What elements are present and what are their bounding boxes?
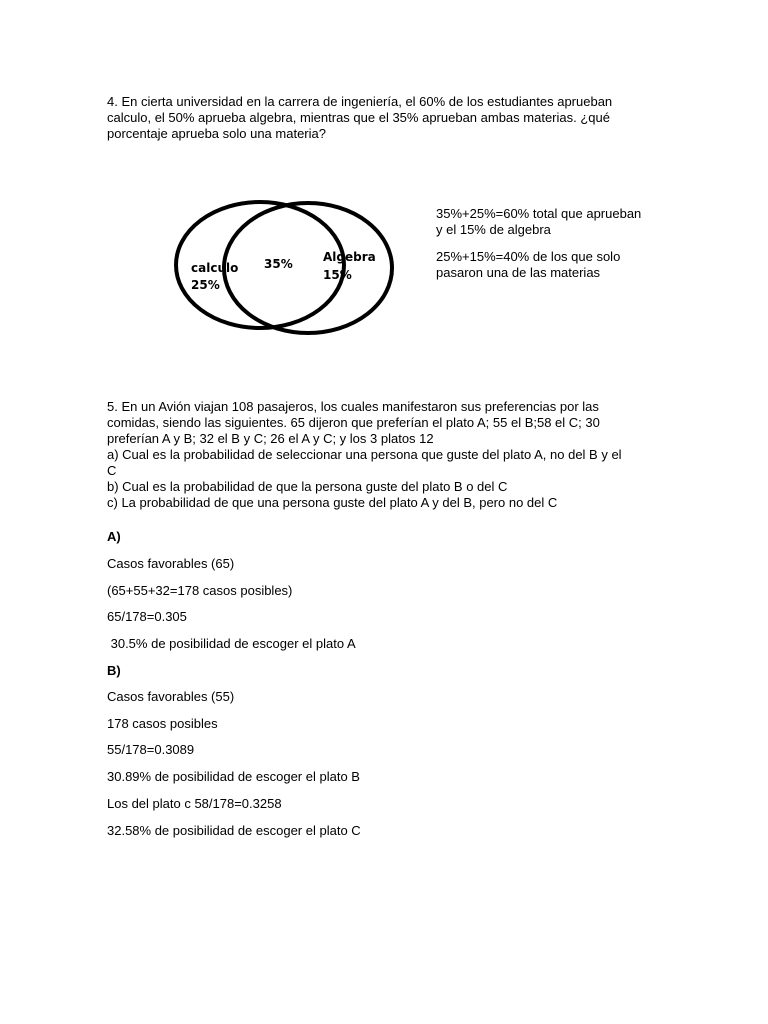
answer-a-line: Casos favorables (65) — [107, 556, 235, 571]
note-solo — [436, 249, 620, 281]
note-line: pasaron una de las materias — [436, 265, 601, 280]
venn-intersection-value: 35% — [264, 257, 293, 271]
note-line: 35%+25%=60% total que aprueban — [436, 206, 642, 221]
answer-b-line: 32.58% de posibilidad de escoger el plato C — [107, 823, 361, 838]
question-4-line: 4. En cierta universidad en la carrera de ingeniería, el 60% de los estudiantes aprueban — [107, 94, 613, 109]
answer-a-line: 30.5% de posibilidad de escoger el plato A — [107, 636, 356, 651]
answer-b-heading: B) — [107, 663, 121, 678]
note-line: 25%+15%=40% de los que solo — [436, 249, 621, 264]
note-total — [436, 206, 641, 238]
venn-diagram — [170, 200, 400, 340]
answer-b-line: Los del plato c 58/178=0.3258 — [107, 796, 282, 811]
answer-a-line: 65/178=0.305 — [107, 609, 187, 624]
venn-circle-algebra — [224, 203, 392, 333]
question-5-line: C — [107, 463, 117, 478]
note-line: y el 15% de algebra — [436, 222, 551, 237]
answer-a-line: (65+55+32=178 casos posibles) — [107, 583, 293, 598]
question-5-line: comidas, siendo las siguientes. 65 dijeron que preferían el plato A; 55 el B;58 el C; 30 — [107, 415, 600, 430]
question-4 — [107, 94, 612, 142]
venn-right-value: 15% — [323, 268, 352, 282]
answer-a-heading: A) — [107, 529, 121, 544]
question-5-line: 5. En un Avión viajan 108 pasajeros, los cuales manifestaron sus preferencias por las — [107, 399, 599, 414]
question-5-line: preferían A y B; 32 el B y C; 26 el A y C; y los 3 platos 12 — [107, 431, 434, 446]
question-4-line: porcentaje aprueba solo una materia? — [107, 126, 326, 141]
answer-b-line: Casos favorables (55) — [107, 689, 235, 704]
question-5-line: c) La probabilidad de que una persona guste del plato A y del B, pero no del C — [107, 495, 558, 510]
question-4-line: calculo, el 50% aprueba algebra, mientras que el 35% aprueban ambas materias. ¿qué — [107, 110, 610, 125]
answer-b-line: 30.89% de posibilidad de escoger el plato B — [107, 769, 360, 784]
question-5-line: b) Cual es la probabilidad de que la persona guste del plato B o del C — [107, 479, 508, 494]
question-5-line: a) Cual es la probabilidad de seleccionar una persona que guste del plato A, no del B y el — [107, 447, 622, 462]
answer-b-line: 178 casos posibles — [107, 716, 218, 731]
answer-b-line: 55/178=0.3089 — [107, 742, 195, 757]
question-5 — [107, 399, 622, 511]
venn-left-label: calculo — [191, 261, 239, 275]
venn-right-label: Algebra — [323, 250, 376, 264]
venn-left-value: 25% — [191, 278, 220, 292]
